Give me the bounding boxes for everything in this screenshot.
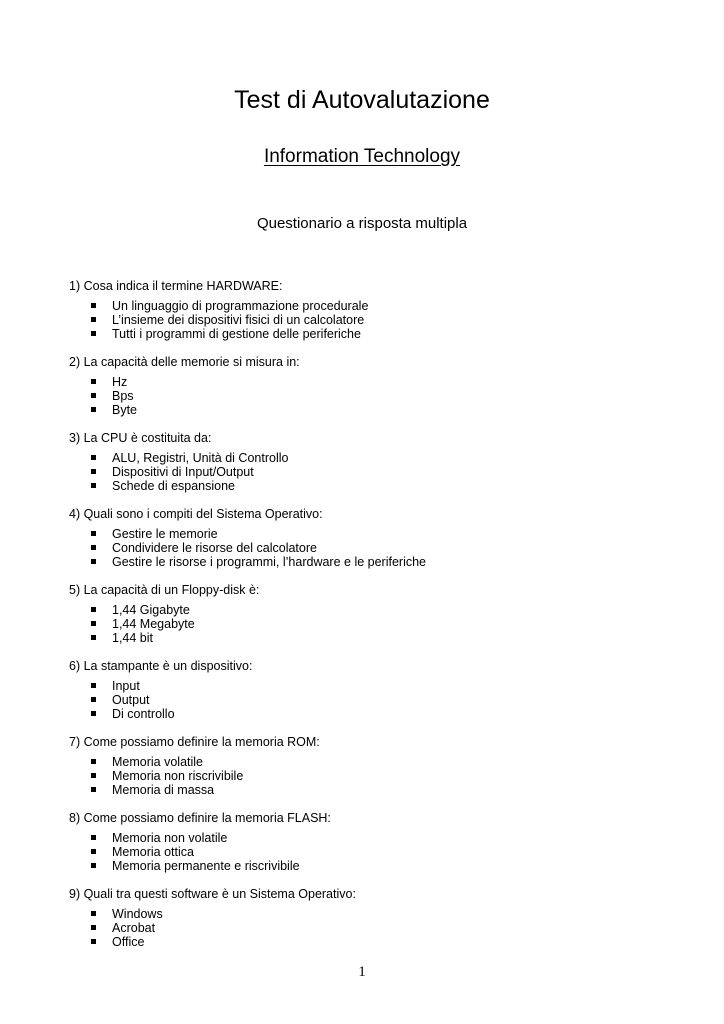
option-label: Memoria volatile — [112, 755, 204, 769]
question-text: 2) La capacità delle memorie si misura in: — [69, 355, 300, 369]
option-item — [69, 451, 689, 465]
option-item — [69, 769, 689, 783]
question-text: 5) La capacità di un Floppy-disk è: — [69, 583, 260, 597]
square-bullet-icon — [91, 303, 96, 308]
option-label: Memoria non riscrivibile — [112, 769, 244, 783]
option-label: ALU, Registri, Unità di Controllo — [112, 451, 289, 465]
question-text: 3) La CPU è costituita da: — [69, 431, 212, 445]
square-bullet-icon — [91, 407, 96, 412]
option-item — [69, 845, 689, 859]
option-item — [69, 831, 689, 845]
square-bullet-icon — [91, 683, 96, 688]
option-list — [69, 907, 689, 949]
option-label: Schede di espansione — [112, 479, 236, 493]
square-bullet-icon — [91, 773, 96, 778]
square-bullet-icon — [91, 483, 96, 488]
square-bullet-icon — [91, 531, 96, 536]
question-1 — [69, 278, 689, 341]
question-text: 7) Come possiamo definire la memoria ROM: — [69, 735, 320, 749]
square-bullet-icon — [91, 607, 96, 612]
option-list — [69, 375, 689, 417]
option-item — [69, 299, 689, 313]
option-item — [69, 465, 689, 479]
question-7 — [69, 734, 689, 797]
question-2 — [69, 354, 689, 417]
option-item — [69, 755, 689, 769]
square-bullet-icon — [91, 455, 96, 460]
option-item — [69, 555, 689, 569]
document-subtitle: Information Technology — [263, 146, 461, 167]
option-item — [69, 327, 689, 341]
option-item — [69, 693, 689, 707]
option-item — [69, 935, 689, 949]
option-label: Tutti i programmi di gestione delle periferiche — [112, 327, 361, 341]
option-label: 1,44 Gigabyte — [112, 603, 190, 617]
option-item — [69, 907, 689, 921]
question-9 — [69, 886, 689, 949]
option-list — [69, 527, 689, 569]
option-label: Byte — [112, 403, 138, 417]
document-title: Test di Autovalutazione — [234, 86, 490, 114]
question-text: 8) Come possiamo definire la memoria FLASH: — [69, 811, 331, 825]
option-label: Condividere le risorse del calcolatore — [112, 541, 317, 555]
square-bullet-icon — [91, 545, 96, 550]
option-item — [69, 679, 689, 693]
square-bullet-icon — [91, 317, 96, 322]
option-item — [69, 403, 689, 417]
option-item — [69, 707, 689, 721]
question-text: 6) La stampante è un dispositivo: — [69, 659, 253, 673]
option-label: Acrobat — [112, 921, 156, 935]
square-bullet-icon — [91, 559, 96, 564]
option-label: Output — [112, 693, 150, 707]
square-bullet-icon — [91, 331, 96, 336]
option-item — [69, 527, 689, 541]
option-item — [69, 603, 689, 617]
option-label: Memoria permanente e riscrivibile — [112, 859, 300, 873]
square-bullet-icon — [91, 835, 96, 840]
square-bullet-icon — [91, 939, 96, 944]
question-8 — [69, 810, 689, 873]
questionnaire-type: Questionario a risposta multipla — [256, 215, 468, 232]
option-label: Input — [112, 679, 140, 693]
option-label: Memoria ottica — [112, 845, 194, 859]
option-label: Windows — [112, 907, 163, 921]
option-label: 1,44 Megabyte — [112, 617, 195, 631]
option-item — [69, 631, 689, 645]
option-item — [69, 617, 689, 631]
square-bullet-icon — [91, 379, 96, 384]
question-text: 9) Quali tra questi software è un Sistema Operativo: — [69, 887, 356, 901]
question-6 — [69, 658, 689, 721]
option-list — [69, 603, 689, 645]
option-list — [69, 451, 689, 493]
option-list — [69, 299, 689, 341]
option-item — [69, 375, 689, 389]
option-label: Memoria non volatile — [112, 831, 228, 845]
square-bullet-icon — [91, 849, 96, 854]
option-label: Hz — [112, 375, 128, 389]
square-bullet-icon — [91, 621, 96, 626]
question-3 — [69, 430, 689, 493]
option-label: Office — [112, 935, 145, 949]
option-label: L’insieme dei dispositivi fisici di un calcolatore — [112, 313, 365, 327]
option-label: 1,44 bit — [112, 631, 154, 645]
square-bullet-icon — [91, 469, 96, 474]
square-bullet-icon — [91, 787, 96, 792]
option-item — [69, 783, 689, 797]
option-item — [69, 313, 689, 327]
square-bullet-icon — [91, 911, 96, 916]
square-bullet-icon — [91, 863, 96, 868]
question-4 — [69, 506, 689, 569]
option-label: Bps — [112, 389, 134, 403]
page-number: 1 — [358, 964, 366, 980]
option-label: Gestire le memorie — [112, 527, 218, 541]
option-label: Memoria di massa — [112, 783, 215, 797]
question-5 — [69, 582, 689, 645]
option-item — [69, 859, 689, 873]
option-item — [69, 541, 689, 555]
option-item — [69, 389, 689, 403]
question-text: 1) Cosa indica il termine HARDWARE: — [69, 279, 283, 293]
option-list — [69, 755, 689, 797]
square-bullet-icon — [91, 635, 96, 640]
option-label: Un linguaggio di programmazione procedurale — [112, 299, 369, 313]
square-bullet-icon — [91, 925, 96, 930]
option-label: Di controllo — [112, 707, 175, 721]
square-bullet-icon — [91, 759, 96, 764]
question-list — [69, 278, 689, 962]
option-label: Gestire le risorse i programmi, l’hardware e le periferiche — [112, 555, 427, 569]
square-bullet-icon — [91, 697, 96, 702]
square-bullet-icon — [91, 393, 96, 398]
square-bullet-icon — [91, 711, 96, 716]
option-list — [69, 679, 689, 721]
option-item — [69, 921, 689, 935]
option-list — [69, 831, 689, 873]
option-item — [69, 479, 689, 493]
option-label: Dispositivi di Input/Output — [112, 465, 254, 479]
question-text: 4) Quali sono i compiti del Sistema Operativo: — [69, 507, 323, 521]
